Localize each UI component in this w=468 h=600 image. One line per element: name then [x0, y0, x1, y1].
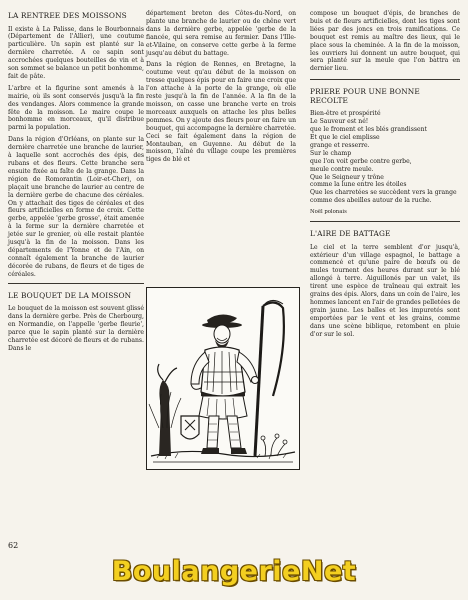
poem-line: Que les charretées se succèdent vers la grange: [310, 189, 457, 197]
poem-line: que le froment et les blés grandissent: [310, 126, 427, 134]
paragraph: Dans la région de Rennes, en Bretagne, la coutume veut qu'au début de la moisson on tresse quelques épis pour en faire une croix que l'on attache à la porte de la grange, où elle reste jusqu'à la fin de l'année. A la fin de la moisson, on casse une branche verte en trois morceaux auxquels on attache les plus belles pommes. On y ajoute des fleurs pour en faire un bouquet, qui accompagne la dernière charretée. Ceci se fait également dans la région de Montauban, en Guyenne. Au début de la moisson, l'aîné du village coupe les premières tiges de blé et: [146, 61, 296, 164]
paragraph: département breton des Côtes-du-Nord, on plante une branche de laurier ou de chêne vert dans la dernière gerbe, appelée 'gerbe de la fiancée, qui sera remise au fermier. Dans l'Ille-et-Vilaine, on conserve cette gerbe à la ferme jusqu'au début du battage.: [146, 10, 296, 57]
section-heading-rentree: LA RENTREE DES MOISSONS: [8, 11, 127, 20]
paragraph: Dans la région d'Orléans, on plante sur la dernière charretée une branche de laurier, à laquelle sont accrochés des épis, des rubans et des fleurs. Cette branche sera ensuite fixée au faîte de la grange. Dans la région de Romorantin (Loir-et-Cher), on plaçait une branche de laurier au centre de la dernière gerbe de chacune des céréales. On y attachait des tiges de céréales et des fleurs artificielles en forme de croix. Cette gerbe, appelée 'gerbe grosse', était amenée à la ferme sur la dernière charretée et jetée sur le grenier, où elle restait plantée jusqu'à la fin de la moisson. Dans les départements de l'Yonne et de l'Ain, on connaît également la branche de laurier décorée de rubans, de fleurs et de tiges de céréales.: [8, 136, 144, 278]
poem-line: Et que le ciel emplisse: [310, 133, 380, 141]
page-number: 62: [8, 541, 19, 550]
section-heading-priere: PRIERE POUR UNE BONNE RECOLTE: [310, 87, 420, 105]
poem-credit: Noël polonais: [310, 209, 347, 216]
paragraph: Il existe à La Palisse, dans le Bourbonnais (Département de l'Allier), une coutume particulière. Un sapin est planté sur la dernière charretée. A ce sapin sont accrochées quelques bouteilles de vin et à son sommet se balance un petit bonhomme, fait de pâte.: [8, 25, 144, 80]
poem-line: Que le Seigneur y trône: [310, 173, 384, 181]
poem: [310, 110, 460, 205]
poem-line: comme la lune entre les étoiles: [310, 181, 407, 189]
paragraph: L'arbre et la figurine sont amenés à la mairie, où ils sont conservés jusqu'à la fin des vendanges. Alors commence la grande fête de la moisson. Le maire coupe le bonhomme en morceaux, qu'il distribue parmi la population.: [8, 84, 144, 132]
divider: [310, 221, 460, 222]
site-watermark: BoulangerieNet: [111, 556, 357, 587]
column-right: [310, 10, 460, 343]
poem-line: grange et resserre.: [310, 141, 370, 149]
divider: [8, 283, 144, 284]
poem-line: meule contre meule.: [310, 165, 374, 173]
paragraph: compose un bouquet d'épis, de branches de buis et de fleurs artificielles, dont les tiges sont liées par des joncs en trois ramifications. Ce bouquet est remis au maître des lieux, qui le place sous la cheminée. A la fin de la moisson, les ouvriers lui donnent un autre bouquet, qui sera planté sur la meule que l'on battra en dernier lieu.: [310, 10, 460, 73]
poem-line: que l'on voit gerbe contre gerbe,: [310, 157, 412, 165]
section-heading-bouquet: LE BOUQUET DE LA MOISSON: [8, 290, 132, 300]
section-heading-aire: L'AIRE DE BATTAGE: [310, 229, 391, 239]
poem-line: Le Sauveur est né!: [310, 118, 369, 126]
poem-line: Bien-être et prospérité: [310, 110, 381, 118]
poem-line: comme des abeilles autour de la ruche.: [310, 197, 432, 205]
paragraph: Le ciel et la terre semblent d'or jusqu'à, extérieur d'un village espagnol, le battage a commencé et qu'une paire de bœufs ou de mules tournent des heures durant sur le blé allongé à terre. Aiguillonés par un valet, ils tirent une espèce de traîneau qui extrait les grains des épis. Alors, dans un coin de l'aire, les hommes lancent en l'air de grandes pelletées de grain jaune. Les balles et les impuretés sont emportées par le vent et les grains, comme dans une scène biblique, retombent en pluie d'or sur le sol.: [310, 243, 460, 338]
divider: [310, 79, 460, 80]
paragraph: Le bouquet de la moisson est souvent glissé dans la dernière gerbe. Près de Cherbourg, en Normandie, on l'appelle 'gerbe fleurie', parce que le sapin planté sur la dernière charretée est décoré de fleurs et de rubans. Dans le: [8, 305, 144, 352]
thresher-woodcut-icon: [146, 287, 300, 470]
column-middle: [146, 10, 296, 168]
poem-line: Sur le champ: [310, 149, 352, 157]
column-left: [8, 10, 144, 357]
